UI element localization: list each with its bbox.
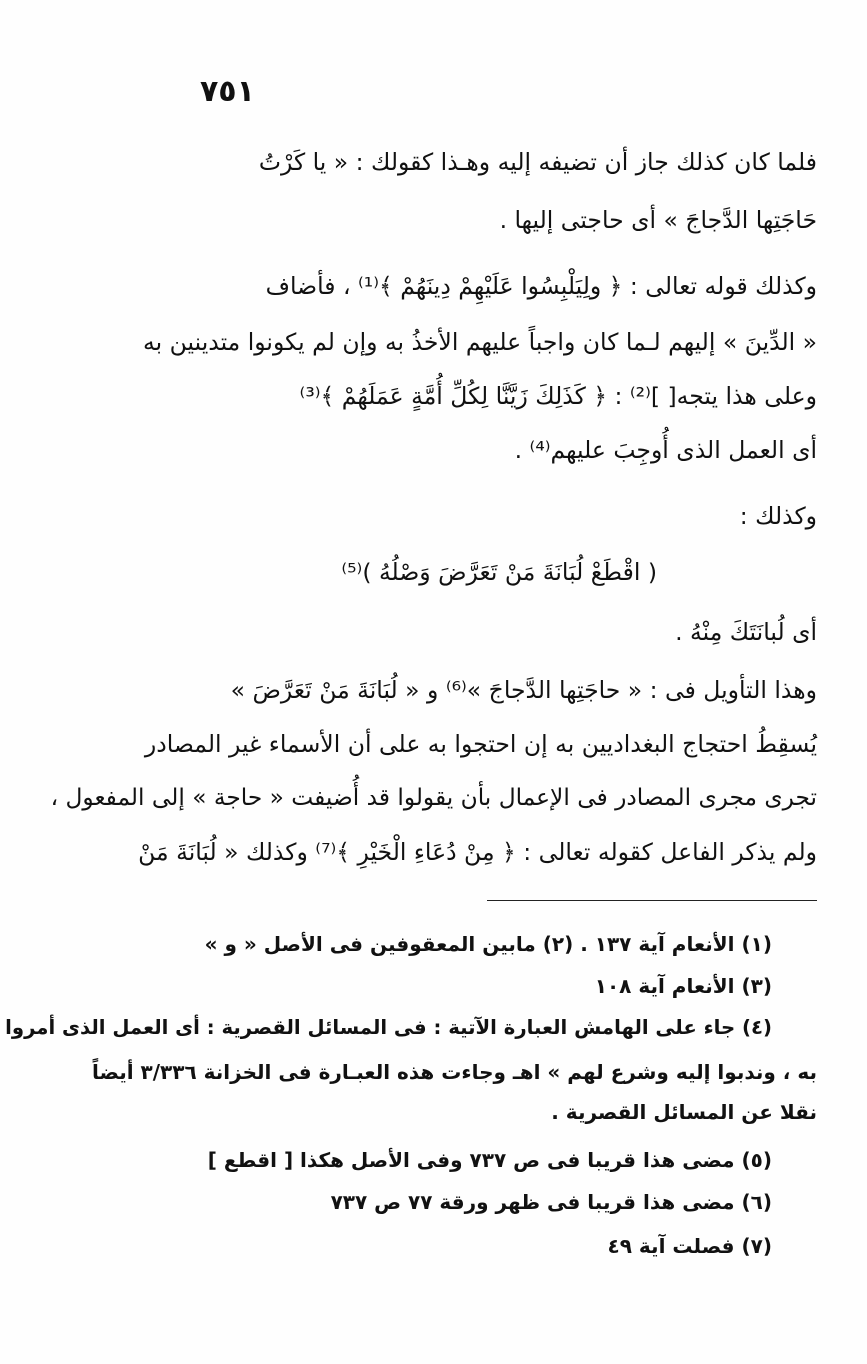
text-line: « الدِّينَ » إليهم لـما كان واجباً عليهم الأخذُ به وإن لم يكونوا متدينين به bbox=[143, 328, 817, 356]
footnote-line: به ، وندبوا إليه وشرع لهم » اهـ وجاءت هذه العبـارة فى الخزانة ٣/٣٣٦ أيضاً bbox=[91, 1060, 817, 1084]
footnote-line: نقلا عن المسائل القصرية . bbox=[551, 1100, 817, 1124]
footnote-line: (٦) مضى هذا قريبا فى ظهر ورقة ٧٧ ص ٧٣٧ bbox=[330, 1190, 772, 1214]
text-line: فلما كان كذلك جاز أن تضيفه إليه وهـذا كقولك : « يا كَرْتُ bbox=[258, 148, 817, 176]
text-line: يُسقِطُ احتجاج البغداديين به إن احتجوا به على أن الأسماء غير المصادر bbox=[144, 730, 817, 758]
footnote-line: (٥) مضى هذا قريبا فى ص ٧٣٧ وفى الأصل هكذا [ اقطع ] bbox=[207, 1148, 772, 1172]
footnote-separator bbox=[487, 900, 817, 901]
text-line: وكذلك قوله تعالى : ﴿ ولِيَلْبِسُوا عَلَيْهِمْ دِينَهُمْ ﴾⁽¹⁾ ، فأضاف bbox=[265, 272, 817, 300]
text-line: أى لُبانَتَكَ مِنْهُ . bbox=[675, 618, 817, 646]
footnote-line: (٤) جاء على الهامش العبارة الآتية : فى المسائل القصرية : أى العمل الذى أمروا bbox=[5, 1016, 772, 1039]
text-line: تجرى مجرى المصادر فى الإعمال بأن يقولوا قد أُضيفت « حاجة » إلى المفعول ، bbox=[50, 784, 817, 811]
text-line: وهذا التأويل فى : « حاجَتِها الدَّجاجَ »⁽⁶⁾ و « لُبَانَةَ مَنْ تَعَرَّضَ » bbox=[230, 676, 817, 704]
footnote-line: (١) الأنعام آية ١٣٧ . (٢) مابين المعقوفين فى الأصل « و » bbox=[204, 932, 772, 956]
text-line: ولم يذكر الفاعل كقوله تعالى : ﴿ مِنْ دُعَاءِ الْخَيْرِ ﴾⁽⁷⁾ وكذلك « لُبَانَةَ مَنْ bbox=[138, 838, 817, 866]
text-line: أى العمل الذى أُوجِبَ عليهم⁽⁴⁾ . bbox=[514, 436, 817, 464]
text-line: وكذلك : bbox=[739, 502, 817, 530]
footnote-line: (٣) الأنعام آية ١٠٨ bbox=[594, 974, 772, 998]
page-number: ٧٥١ bbox=[200, 74, 255, 109]
text-line: حَاجَتِها الدَّجاجَ » أى حاجتى إليها . bbox=[499, 206, 817, 234]
verse-line: ( اقْطَعْ لُبَانَةَ مَنْ تَعَرَّضَ وَصْلُهُ )⁽⁵⁾ bbox=[341, 558, 657, 586]
text-line: وعلى هذا يتجه[ ]⁽²⁾ : ﴿ كَذَلِكَ زَيَّنَّا لِكُلِّ أُمَّةٍ عَمَلَهُمْ ﴾⁽³⁾ bbox=[299, 382, 817, 410]
footnote-line: (٧) فصلت آية ٤٩ bbox=[607, 1234, 772, 1258]
